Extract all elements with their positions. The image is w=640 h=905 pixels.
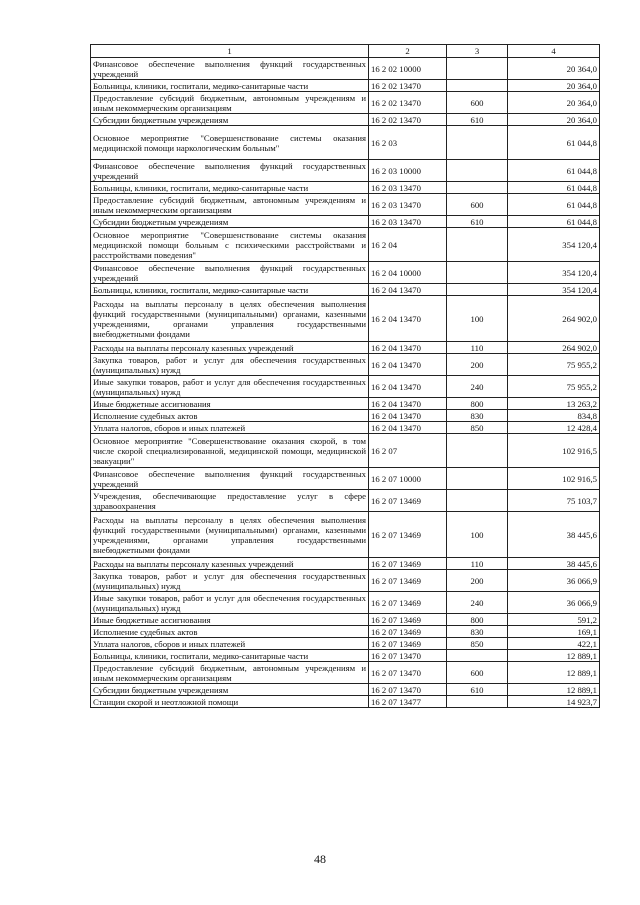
row-type-cell (447, 182, 508, 194)
row-name-cell: Больницы, клиники, госпитали, медико-санитарные части (91, 284, 369, 296)
row-amount-cell: 264 902,0 (508, 296, 600, 342)
table-row (91, 58, 600, 80)
row-type-cell: 610 (447, 114, 508, 126)
budget-table (90, 44, 600, 708)
table-row (91, 650, 600, 662)
row-name-cell: Расходы на выплаты персоналу в целях обеспечения выполнения функций государственными (муниципальными) органами, казенными учреждениями, органами управления государственными внебюджетными фондами (91, 296, 369, 342)
row-amount-cell: 264 902,0 (508, 342, 600, 354)
row-amount-cell: 61 044,8 (508, 182, 600, 194)
row-name-cell: Расходы на выплаты персоналу в целях обеспечения выполнения функций государственными (муниципальными) органами, казенными учреждениями, органами управления государственными внебюджетными фондами (91, 512, 369, 558)
row-code-cell: 16 2 03 10000 (369, 160, 447, 182)
table-row (91, 434, 600, 468)
row-name-cell: Основное мероприятие "Совершенствование системы оказания медицинской помощи наркологическим больным" (91, 126, 369, 160)
row-code-cell: 16 2 07 13469 (369, 558, 447, 570)
row-code-cell: 16 2 03 (369, 126, 447, 160)
row-type-cell: 610 (447, 216, 508, 228)
row-name-cell: Основное мероприятие "Совершенствование системы оказания медицинской помощи больным с психическими расстройствами и расстройствами поведения" (91, 228, 369, 262)
row-name-cell: Иные закупки товаров, работ и услуг для обеспечения государственных (муниципальных) нужд (91, 376, 369, 398)
table-row (91, 296, 600, 342)
row-amount-cell: 14 923,7 (508, 696, 600, 708)
row-amount-cell: 591,2 (508, 614, 600, 626)
table-row (91, 376, 600, 398)
row-amount-cell: 354 120,4 (508, 262, 600, 284)
row-amount-cell: 75 955,2 (508, 376, 600, 398)
table-row (91, 398, 600, 410)
table-row (91, 490, 600, 512)
row-type-cell (447, 284, 508, 296)
row-amount-cell: 354 120,4 (508, 228, 600, 262)
row-type-cell (447, 468, 508, 490)
row-name-cell: Иные бюджетные ассигнования (91, 398, 369, 410)
row-amount-cell: 61 044,8 (508, 194, 600, 216)
table-row (91, 80, 600, 92)
row-name-cell: Предоставление субсидий бюджетным, автономным учреждениям и иным некоммерческим организациям (91, 194, 369, 216)
row-code-cell: 16 2 03 13470 (369, 194, 447, 216)
row-code-cell: 16 2 04 13470 (369, 354, 447, 376)
table-row (91, 160, 600, 182)
row-code-cell: 16 2 07 (369, 434, 447, 468)
row-type-cell: 600 (447, 92, 508, 114)
row-type-cell (447, 262, 508, 284)
row-code-cell: 16 2 07 13469 (369, 512, 447, 558)
table-row (91, 684, 600, 696)
row-code-cell: 16 2 07 13470 (369, 662, 447, 684)
row-type-cell (447, 434, 508, 468)
table-row (91, 114, 600, 126)
row-amount-cell: 75 103,7 (508, 490, 600, 512)
table-row (91, 512, 600, 558)
table-row (91, 422, 600, 434)
table-row (91, 662, 600, 684)
row-code-cell: 16 2 07 13477 (369, 696, 447, 708)
table-row (91, 194, 600, 216)
row-name-cell: Основное мероприятие "Совершенствование оказания скорой, в том числе скорой специализированной, медицинской помощи, медицинской эвакуации" (91, 434, 369, 468)
row-type-cell (447, 490, 508, 512)
row-code-cell: 16 2 07 13469 (369, 626, 447, 638)
row-amount-cell: 38 445,6 (508, 558, 600, 570)
row-code-cell: 16 2 03 13470 (369, 216, 447, 228)
table-row (91, 126, 600, 160)
row-type-cell: 830 (447, 410, 508, 422)
row-type-cell: 830 (447, 626, 508, 638)
table-row (91, 216, 600, 228)
row-name-cell: Уплата налогов, сборов и иных платежей (91, 422, 369, 434)
row-amount-cell: 12 889,1 (508, 684, 600, 696)
row-type-cell (447, 80, 508, 92)
row-name-cell: Финансовое обеспечение выполнения функций государственных учреждений (91, 160, 369, 182)
row-type-cell: 100 (447, 296, 508, 342)
row-type-cell: 110 (447, 558, 508, 570)
row-type-cell: 600 (447, 194, 508, 216)
table-row (91, 592, 600, 614)
row-code-cell: 16 2 04 13470 (369, 422, 447, 434)
row-name-cell: Расходы на выплаты персоналу казенных учреждений (91, 342, 369, 354)
row-code-cell: 16 2 07 10000 (369, 468, 447, 490)
row-amount-cell: 20 364,0 (508, 58, 600, 80)
row-amount-cell: 61 044,8 (508, 126, 600, 160)
row-type-cell (447, 228, 508, 262)
row-amount-cell: 354 120,4 (508, 284, 600, 296)
table-row (91, 354, 600, 376)
row-amount-cell: 20 364,0 (508, 80, 600, 92)
table-row (91, 468, 600, 490)
row-code-cell: 16 2 04 13470 (369, 376, 447, 398)
column-header-code: 2 (369, 45, 447, 58)
row-amount-cell: 102 916,5 (508, 434, 600, 468)
row-name-cell: Станции скорой и неотложной помощи (91, 696, 369, 708)
row-type-cell: 110 (447, 342, 508, 354)
row-name-cell: Предоставление субсидий бюджетным, автономным учреждениям и иным некоммерческим организациям (91, 662, 369, 684)
table-row (91, 558, 600, 570)
row-name-cell: Субсидии бюджетным учреждениям (91, 114, 369, 126)
column-header-name: 1 (91, 45, 369, 58)
row-amount-cell: 422,1 (508, 638, 600, 650)
row-code-cell: 16 2 07 13469 (369, 570, 447, 592)
table-row (91, 228, 600, 262)
row-code-cell: 16 2 03 13470 (369, 182, 447, 194)
row-amount-cell: 13 263,2 (508, 398, 600, 410)
row-type-cell (447, 126, 508, 160)
row-amount-cell: 12 889,1 (508, 662, 600, 684)
table-row (91, 342, 600, 354)
table-row (91, 626, 600, 638)
row-type-cell: 240 (447, 592, 508, 614)
row-amount-cell: 12 428,4 (508, 422, 600, 434)
row-type-cell (447, 160, 508, 182)
row-code-cell: 16 2 04 13470 (369, 284, 447, 296)
row-amount-cell: 12 889,1 (508, 650, 600, 662)
row-amount-cell: 36 066,9 (508, 570, 600, 592)
header-row (91, 45, 600, 58)
row-amount-cell: 834,8 (508, 410, 600, 422)
row-name-cell: Финансовое обеспечение выполнения функций государственных учреждений (91, 468, 369, 490)
row-amount-cell: 20 364,0 (508, 114, 600, 126)
row-amount-cell: 75 955,2 (508, 354, 600, 376)
row-name-cell: Больницы, клиники, госпитали, медико-санитарные части (91, 80, 369, 92)
row-name-cell: Исполнение судебных актов (91, 626, 369, 638)
row-code-cell: 16 2 02 10000 (369, 58, 447, 80)
row-amount-cell: 61 044,8 (508, 216, 600, 228)
row-code-cell: 16 2 02 13470 (369, 92, 447, 114)
table-row (91, 182, 600, 194)
row-name-cell: Больницы, клиники, госпитали, медико-санитарные части (91, 650, 369, 662)
row-type-cell: 610 (447, 684, 508, 696)
row-code-cell: 16 2 07 13469 (369, 592, 447, 614)
row-name-cell: Субсидии бюджетным учреждениям (91, 216, 369, 228)
table-row (91, 638, 600, 650)
row-amount-cell: 38 445,6 (508, 512, 600, 558)
row-type-cell: 200 (447, 354, 508, 376)
row-name-cell: Исполнение судебных актов (91, 410, 369, 422)
row-type-cell (447, 650, 508, 662)
page-number: 48 (314, 852, 326, 866)
table-row (91, 284, 600, 296)
row-name-cell: Расходы на выплаты персоналу казенных учреждений (91, 558, 369, 570)
table-row (91, 410, 600, 422)
row-code-cell: 16 2 04 13470 (369, 342, 447, 354)
row-code-cell: 16 2 07 13469 (369, 490, 447, 512)
table-row (91, 696, 600, 708)
row-name-cell: Уплата налогов, сборов и иных платежей (91, 638, 369, 650)
row-code-cell: 16 2 07 13470 (369, 650, 447, 662)
row-name-cell: Иные закупки товаров, работ и услуг для обеспечения государственных (муниципальных) нужд (91, 592, 369, 614)
row-amount-cell: 20 364,0 (508, 92, 600, 114)
column-header-type: 3 (447, 45, 508, 58)
row-type-cell: 240 (447, 376, 508, 398)
row-name-cell: Предоставление субсидий бюджетным, автономным учреждениям и иным некоммерческим организациям (91, 92, 369, 114)
row-code-cell: 16 2 02 13470 (369, 114, 447, 126)
row-code-cell: 16 2 04 13470 (369, 410, 447, 422)
row-code-cell: 16 2 07 13469 (369, 638, 447, 650)
row-type-cell: 800 (447, 398, 508, 410)
row-code-cell: 16 2 04 10000 (369, 262, 447, 284)
row-name-cell: Финансовое обеспечение выполнения функций государственных учреждений (91, 262, 369, 284)
row-amount-cell: 36 066,9 (508, 592, 600, 614)
row-amount-cell: 61 044,8 (508, 160, 600, 182)
row-name-cell: Субсидии бюджетным учреждениям (91, 684, 369, 696)
row-type-cell: 850 (447, 422, 508, 434)
row-name-cell: Финансовое обеспечение выполнения функций государственных учреждений (91, 58, 369, 80)
row-name-cell: Закупка товаров, работ и услуг для обеспечения государственных (муниципальных) нужд (91, 570, 369, 592)
row-amount-cell: 169,1 (508, 626, 600, 638)
table-row (91, 262, 600, 284)
row-type-cell: 600 (447, 662, 508, 684)
row-code-cell: 16 2 04 13470 (369, 296, 447, 342)
row-code-cell: 16 2 04 (369, 228, 447, 262)
column-header-amount: 4 (508, 45, 600, 58)
row-name-cell: Учреждения, обеспечивающие предоставление услуг в сфере здравоохранения (91, 490, 369, 512)
row-type-cell: 200 (447, 570, 508, 592)
row-code-cell: 16 2 07 13469 (369, 614, 447, 626)
row-code-cell: 16 2 07 13470 (369, 684, 447, 696)
row-name-cell: Закупка товаров, работ и услуг для обеспечения государственных (муниципальных) нужд (91, 354, 369, 376)
row-type-cell: 850 (447, 638, 508, 650)
row-type-cell: 100 (447, 512, 508, 558)
row-type-cell: 800 (447, 614, 508, 626)
table-row (91, 614, 600, 626)
row-amount-cell: 102 916,5 (508, 468, 600, 490)
row-code-cell: 16 2 04 13470 (369, 398, 447, 410)
table-row (91, 92, 600, 114)
row-code-cell: 16 2 02 13470 (369, 80, 447, 92)
row-name-cell: Больницы, клиники, госпитали, медико-санитарные части (91, 182, 369, 194)
row-name-cell: Иные бюджетные ассигнования (91, 614, 369, 626)
row-type-cell (447, 58, 508, 80)
table-row (91, 570, 600, 592)
row-type-cell (447, 696, 508, 708)
